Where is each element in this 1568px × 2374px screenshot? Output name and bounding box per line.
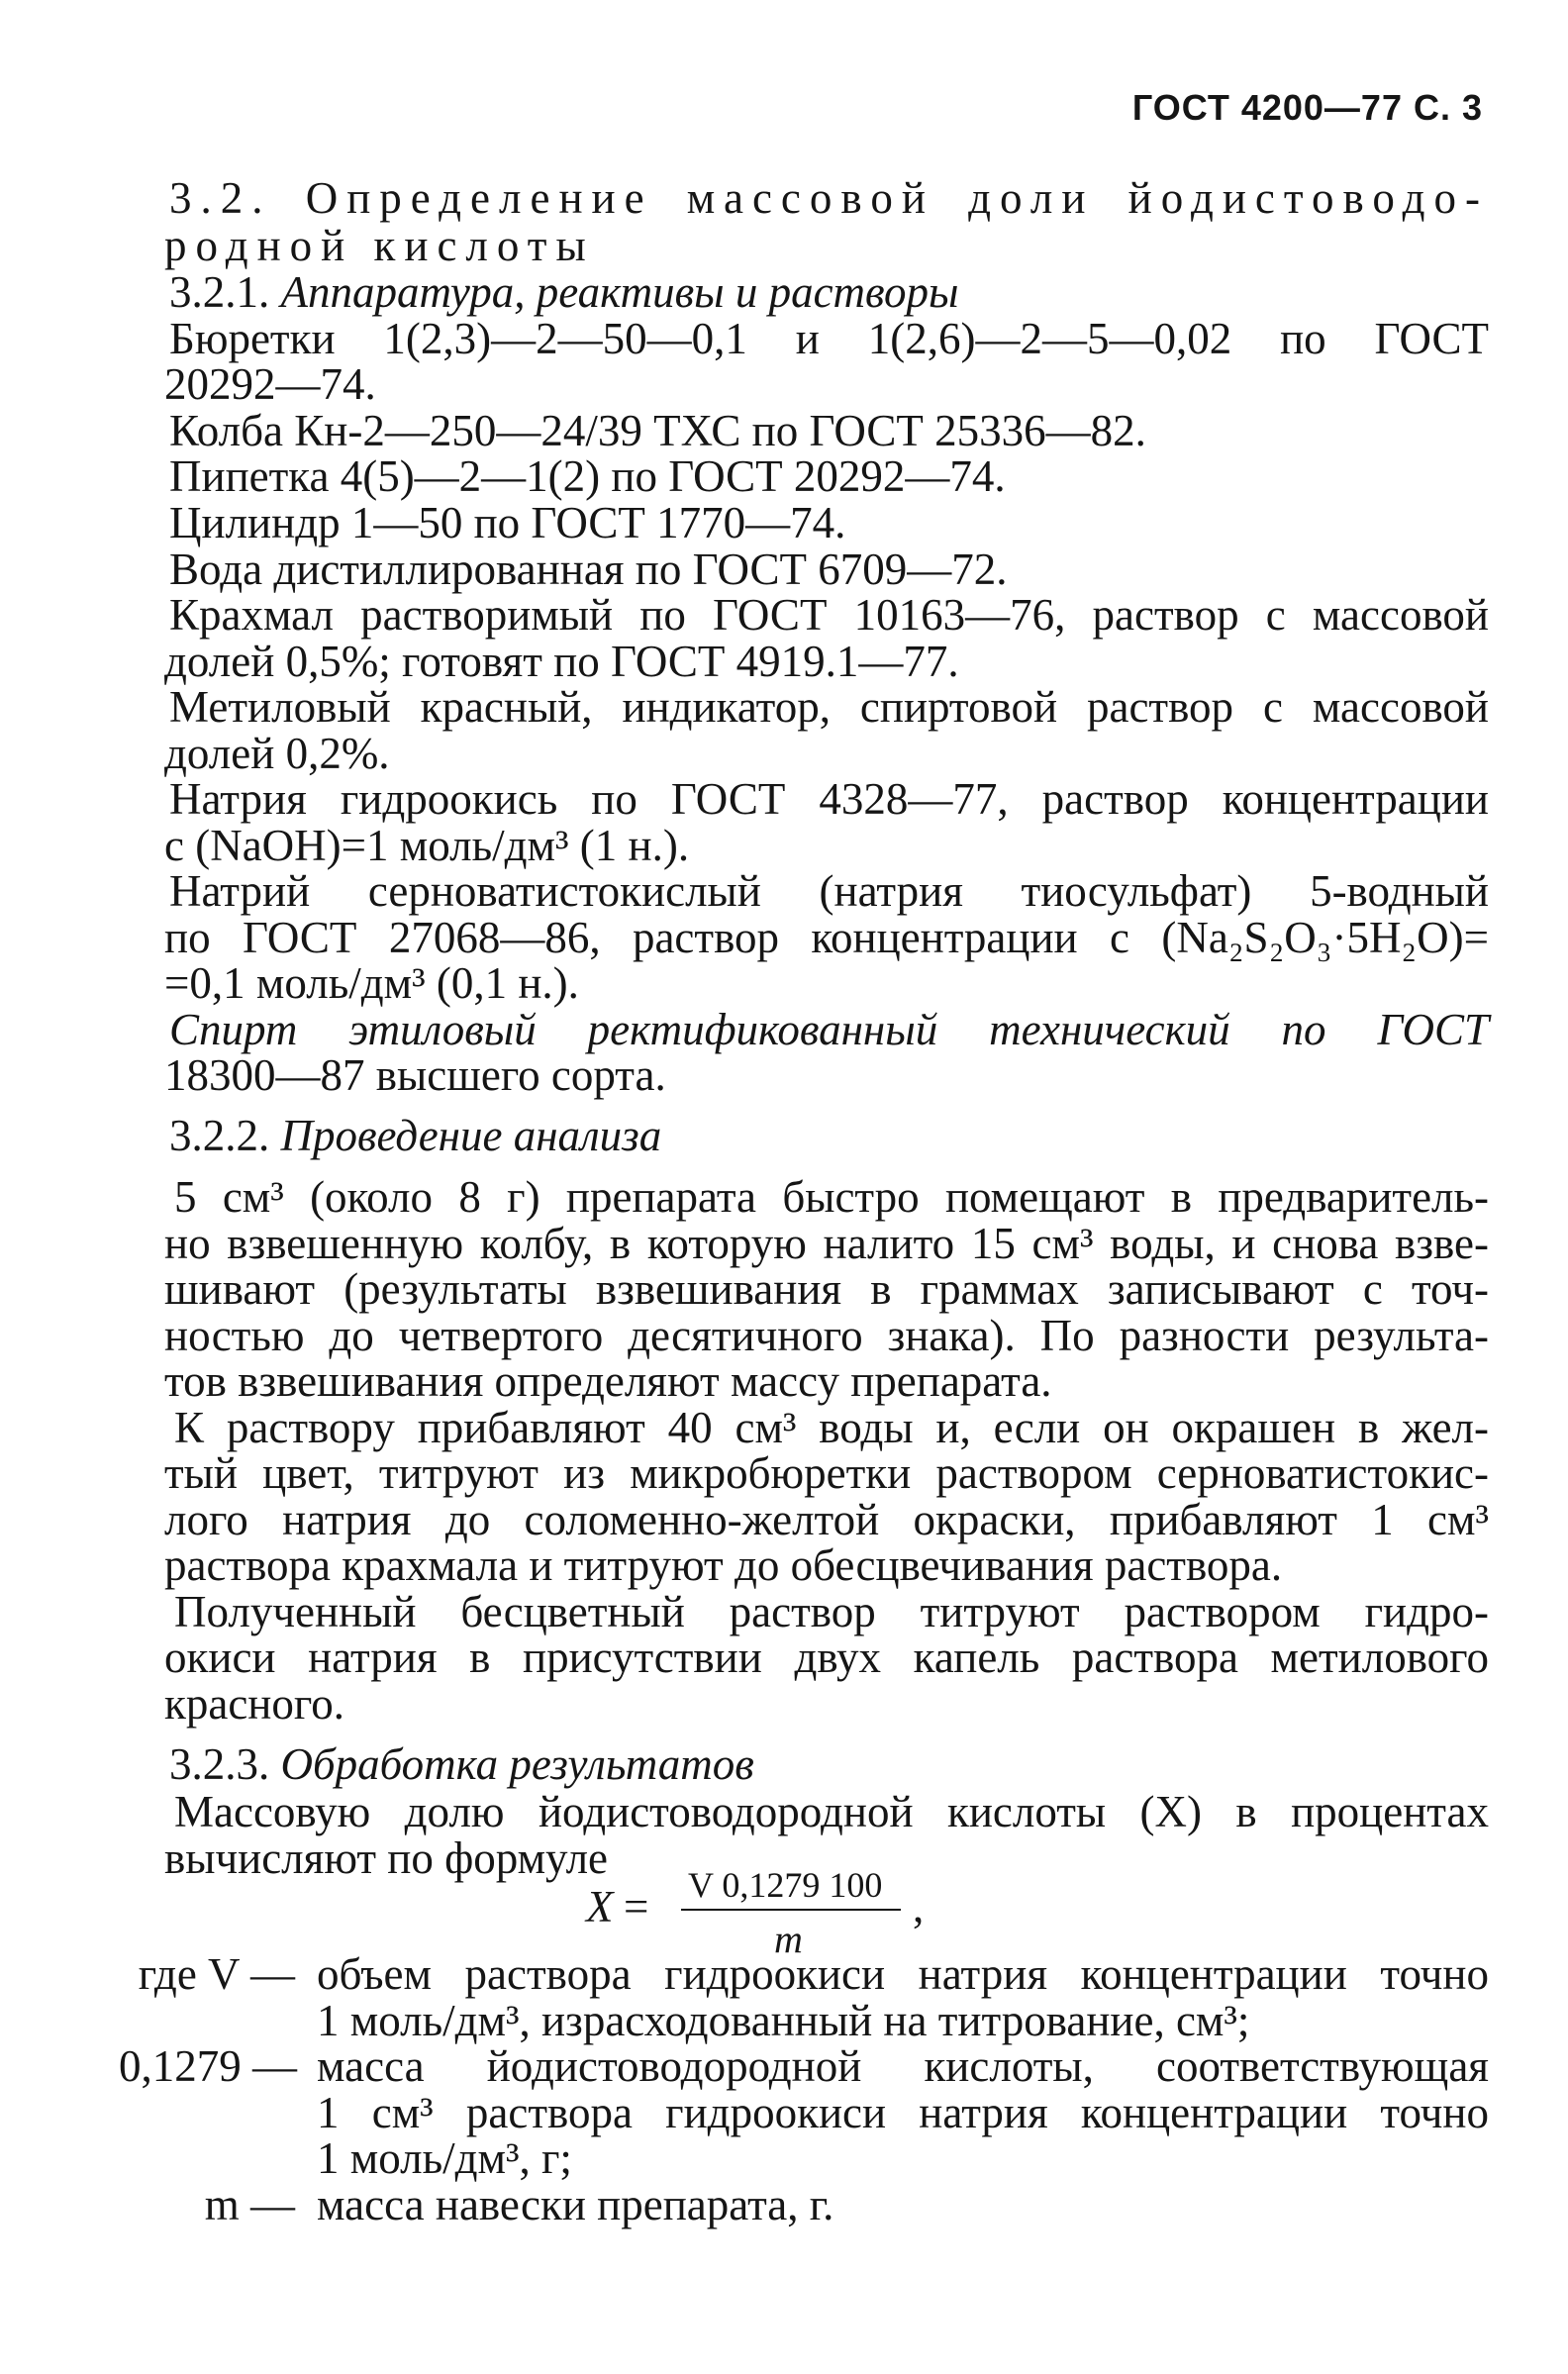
legend-term: m — <box>204 2180 295 2229</box>
text-line: красного. <box>164 1679 344 1729</box>
legend-desc-line: объем раствора гидроокиси натрия концентрации точно <box>317 1949 1489 1999</box>
legend-term: 0,1279 — <box>119 2041 297 2091</box>
legend-desc-line: масса йодистоводородной кислоты, соответствующая <box>317 2041 1489 2091</box>
section-title-line: родной кислоты <box>164 221 595 270</box>
subsection-number: 3.2.2. <box>169 1111 270 1160</box>
text-line: долей 0,2%. <box>164 729 390 778</box>
text-line: шивают (результаты взвешивания в граммах записывают с точ- <box>164 1264 1489 1314</box>
formula-trail: , <box>913 1882 925 1931</box>
text-line: Колба Кн-2—250—24/39 ТХС по ГОСТ 25336—82. <box>169 406 1146 455</box>
text-line: Натрий серноватистокислый (натрия тиосульфат) 5-водный <box>169 866 1489 916</box>
text-line: Цилиндр 1—50 по ГОСТ 1770—74. <box>169 498 846 547</box>
legend-desc-line: 1 моль/дм³, г; <box>317 2133 572 2183</box>
text-line: Массовую долю йодистоводородной кислоты (X) в процентах <box>174 1787 1489 1836</box>
text-line: Бюретки 1(2,3)—2—50—0,1 и 1(2,6)—2—5—0,02 по ГОСТ <box>169 314 1489 363</box>
text-line: К раствору прибавляют 40 см³ воды и, если он окрашен в жел- <box>174 1403 1489 1452</box>
subsection-number: 3.2.1. <box>169 267 270 317</box>
text-line: Натрия гидроокись по ГОСТ 4328—77, раствор концентрации <box>169 774 1489 824</box>
text-line: по ГОСТ 27068—86, раствор концентрации c (Na₂S₂O₃·5H₂O)= <box>164 913 1489 962</box>
subsection-heading <box>169 1112 1489 1160</box>
legend-term: где V — <box>138 1949 295 1999</box>
text-line: тов взвешивания определяют массу препарата. <box>164 1356 1052 1406</box>
text-line: Вода дистиллированная по ГОСТ 6709—72. <box>169 544 1008 594</box>
text-line: но взвешенную колбу, в которую налито 15 см³ воды, и снова взве- <box>164 1219 1489 1268</box>
legend-desc-line: 1 моль/дм³, израсходованный на титрование, см³; <box>317 1996 1250 2045</box>
legend-desc-line: масса навески препарата, г. <box>317 2180 834 2229</box>
text-line: долей 0,5%; готовят по ГОСТ 4919.1—77. <box>164 637 959 686</box>
text-line: вычисляют по формуле <box>164 1833 609 1883</box>
text-line: 18300—87 высшего сорта. <box>164 1050 666 1100</box>
formula-equals: = <box>624 1882 649 1931</box>
text-line: c (NaOH)=1 моль/дм³ (1 н.). <box>164 821 690 870</box>
formula-denominator: m <box>774 1917 803 1961</box>
subsection-heading <box>169 1740 1489 1789</box>
text-line: Крахмал растворимый по ГОСТ 10163—76, раствор с массовой <box>169 590 1489 640</box>
subsection-heading <box>169 268 1489 317</box>
text-line: Метиловый красный, индикатор, спиртовой раствор с массовой <box>169 682 1489 732</box>
formula-lhs: X <box>586 1882 614 1931</box>
text-line: тый цвет, титруют из микробюретки раствором серноватистокис- <box>164 1448 1489 1498</box>
subsection-title: Обработка результатов <box>280 1739 754 1789</box>
text-line: Спирт этиловый ректификованный технический по ГОСТ <box>169 1005 1489 1054</box>
text-line: окиси натрия в присутствии двух капель раствора метилового <box>164 1632 1489 1682</box>
text-line: раствора крахмала и титруют до обесцвечивания раствора. <box>164 1540 1283 1590</box>
page-header: ГОСТ 4200—77 С. 3 <box>1131 87 1483 128</box>
subsection-title: Проведение анализа <box>280 1111 662 1160</box>
text-line: 20292—74. <box>164 359 376 409</box>
subsection-title: Аппаратура, реактивы и растворы <box>280 267 959 317</box>
fraction-bar <box>681 1909 901 1911</box>
formula-numerator: V 0,1279 100 <box>688 1865 883 1905</box>
text-line: ностью до четвертого десятичного знака). По разности результа- <box>164 1311 1489 1360</box>
text-line: =0,1 моль/дм³ (0,1 н.). <box>164 958 579 1008</box>
text-line: 5 см³ (около 8 г) препарата быстро помещают в предваритель- <box>174 1172 1489 1222</box>
text-line: лого натрия до соломенно-желтой окраски, прибавляют 1 см³ <box>164 1495 1489 1544</box>
text-line: Полученный бесцветный раствор титруют раствором гидро- <box>174 1587 1489 1636</box>
subsection-number: 3.2.3. <box>169 1739 270 1789</box>
text-line: Пипетка 4(5)—2—1(2) по ГОСТ 20292—74. <box>169 451 1006 501</box>
legend-desc-line: 1 см³ раствора гидроокиси натрия концентрации точно <box>317 2088 1489 2137</box>
section-title-line: 3.2. Определение массовой доли йодистоводо- <box>169 173 1489 223</box>
